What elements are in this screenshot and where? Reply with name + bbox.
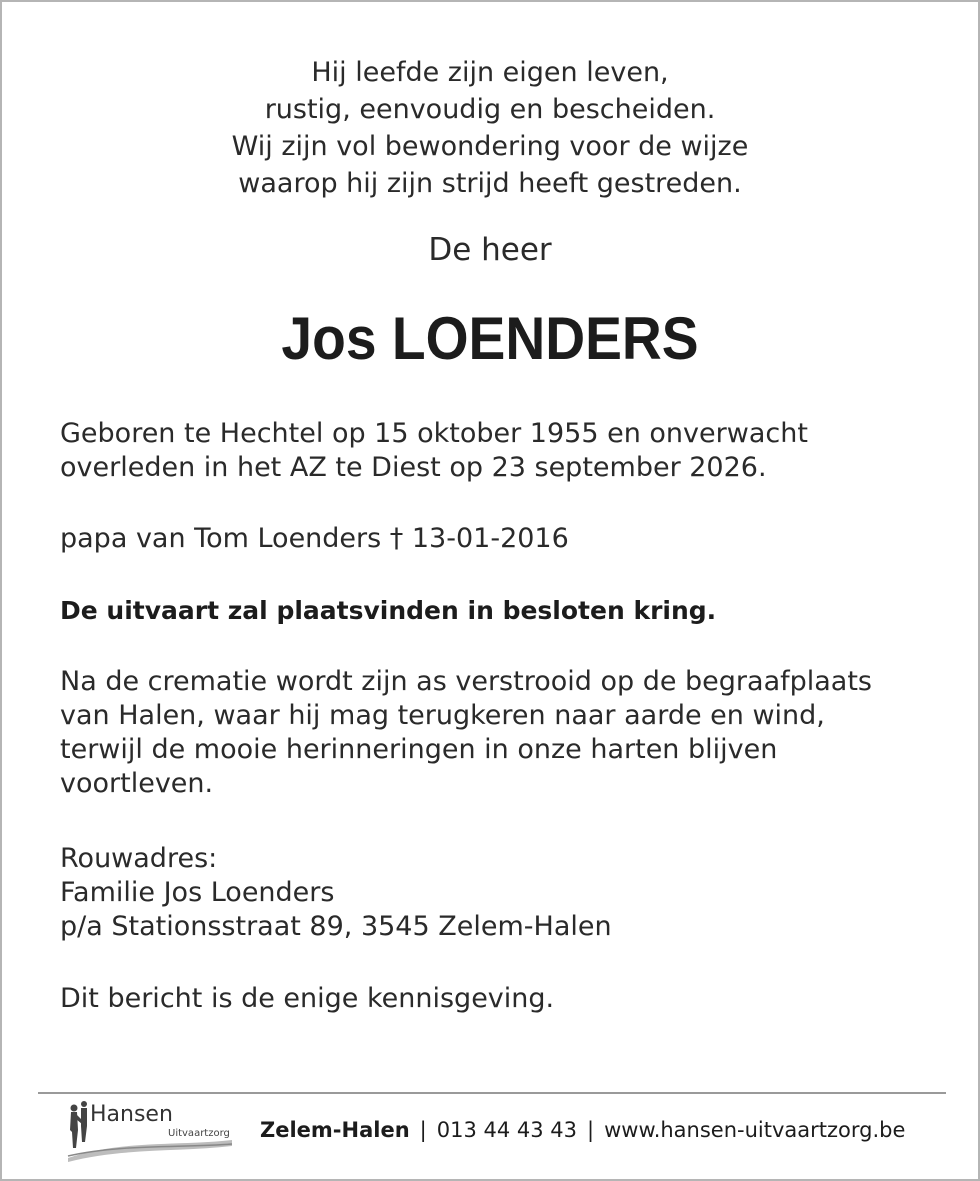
poem-line: rustig, eenvoudig en bescheiden. — [264, 94, 716, 125]
footer-divider — [38, 1092, 946, 1094]
cremation-text — [60, 665, 872, 801]
birth-death-text — [60, 417, 808, 485]
address-line: Familie Jos Loenders — [60, 877, 335, 908]
address-line: p/a Stationsstraat 89, 3545 Zelem-Halen — [60, 911, 612, 942]
closing-note: Dit bericht is de enige kennisgeving. — [60, 983, 555, 1014]
text-line: voortleven. — [60, 768, 214, 799]
footer-contact — [260, 1118, 905, 1142]
funeral-notice: De uitvaart zal plaatsvinden in besloten kring. — [60, 596, 717, 625]
deceased-name: Jos LOENDERS — [281, 305, 699, 372]
poem — [2, 54, 978, 202]
family-note: papa van Tom Loenders † 13-01-2016 — [60, 523, 569, 554]
footer-website: www.hansen-uitvaartzorg.be — [604, 1118, 906, 1142]
separator: | — [587, 1118, 595, 1142]
hansen-logo — [60, 1100, 240, 1162]
logo-subtitle: Uitvaartzorg — [168, 1128, 230, 1139]
text-line: terwijl de mooie herinneringen in onze harten blijven — [60, 734, 778, 765]
footer-phone: 013 44 43 43 — [436, 1118, 578, 1142]
logo-name: Hansen — [90, 1102, 173, 1127]
salutation: De heer — [428, 232, 552, 268]
text-line: Na de crematie wordt zijn as verstrooid op de begraafplaats — [60, 666, 873, 697]
poem-line: Wij zijn vol bewondering voor de wijze — [231, 131, 749, 162]
text-line: van Halen, waar hij mag terugkeren naar aarde en wind, — [60, 700, 825, 731]
poem-line: waarop hij zijn strijd heeft gestreden. — [238, 168, 742, 199]
address-label: Rouwadres: — [60, 843, 218, 874]
mourning-address — [60, 842, 612, 944]
text-line: overleden in het AZ te Diest op 23 september 2026. — [60, 452, 767, 483]
poem-line: Hij leefde zijn eigen leven, — [311, 57, 669, 88]
footer-city: Zelem-Halen — [260, 1118, 410, 1142]
separator: | — [419, 1118, 427, 1142]
text-line: Geboren te Hechtel op 15 oktober 1955 en onverwacht — [60, 418, 808, 449]
